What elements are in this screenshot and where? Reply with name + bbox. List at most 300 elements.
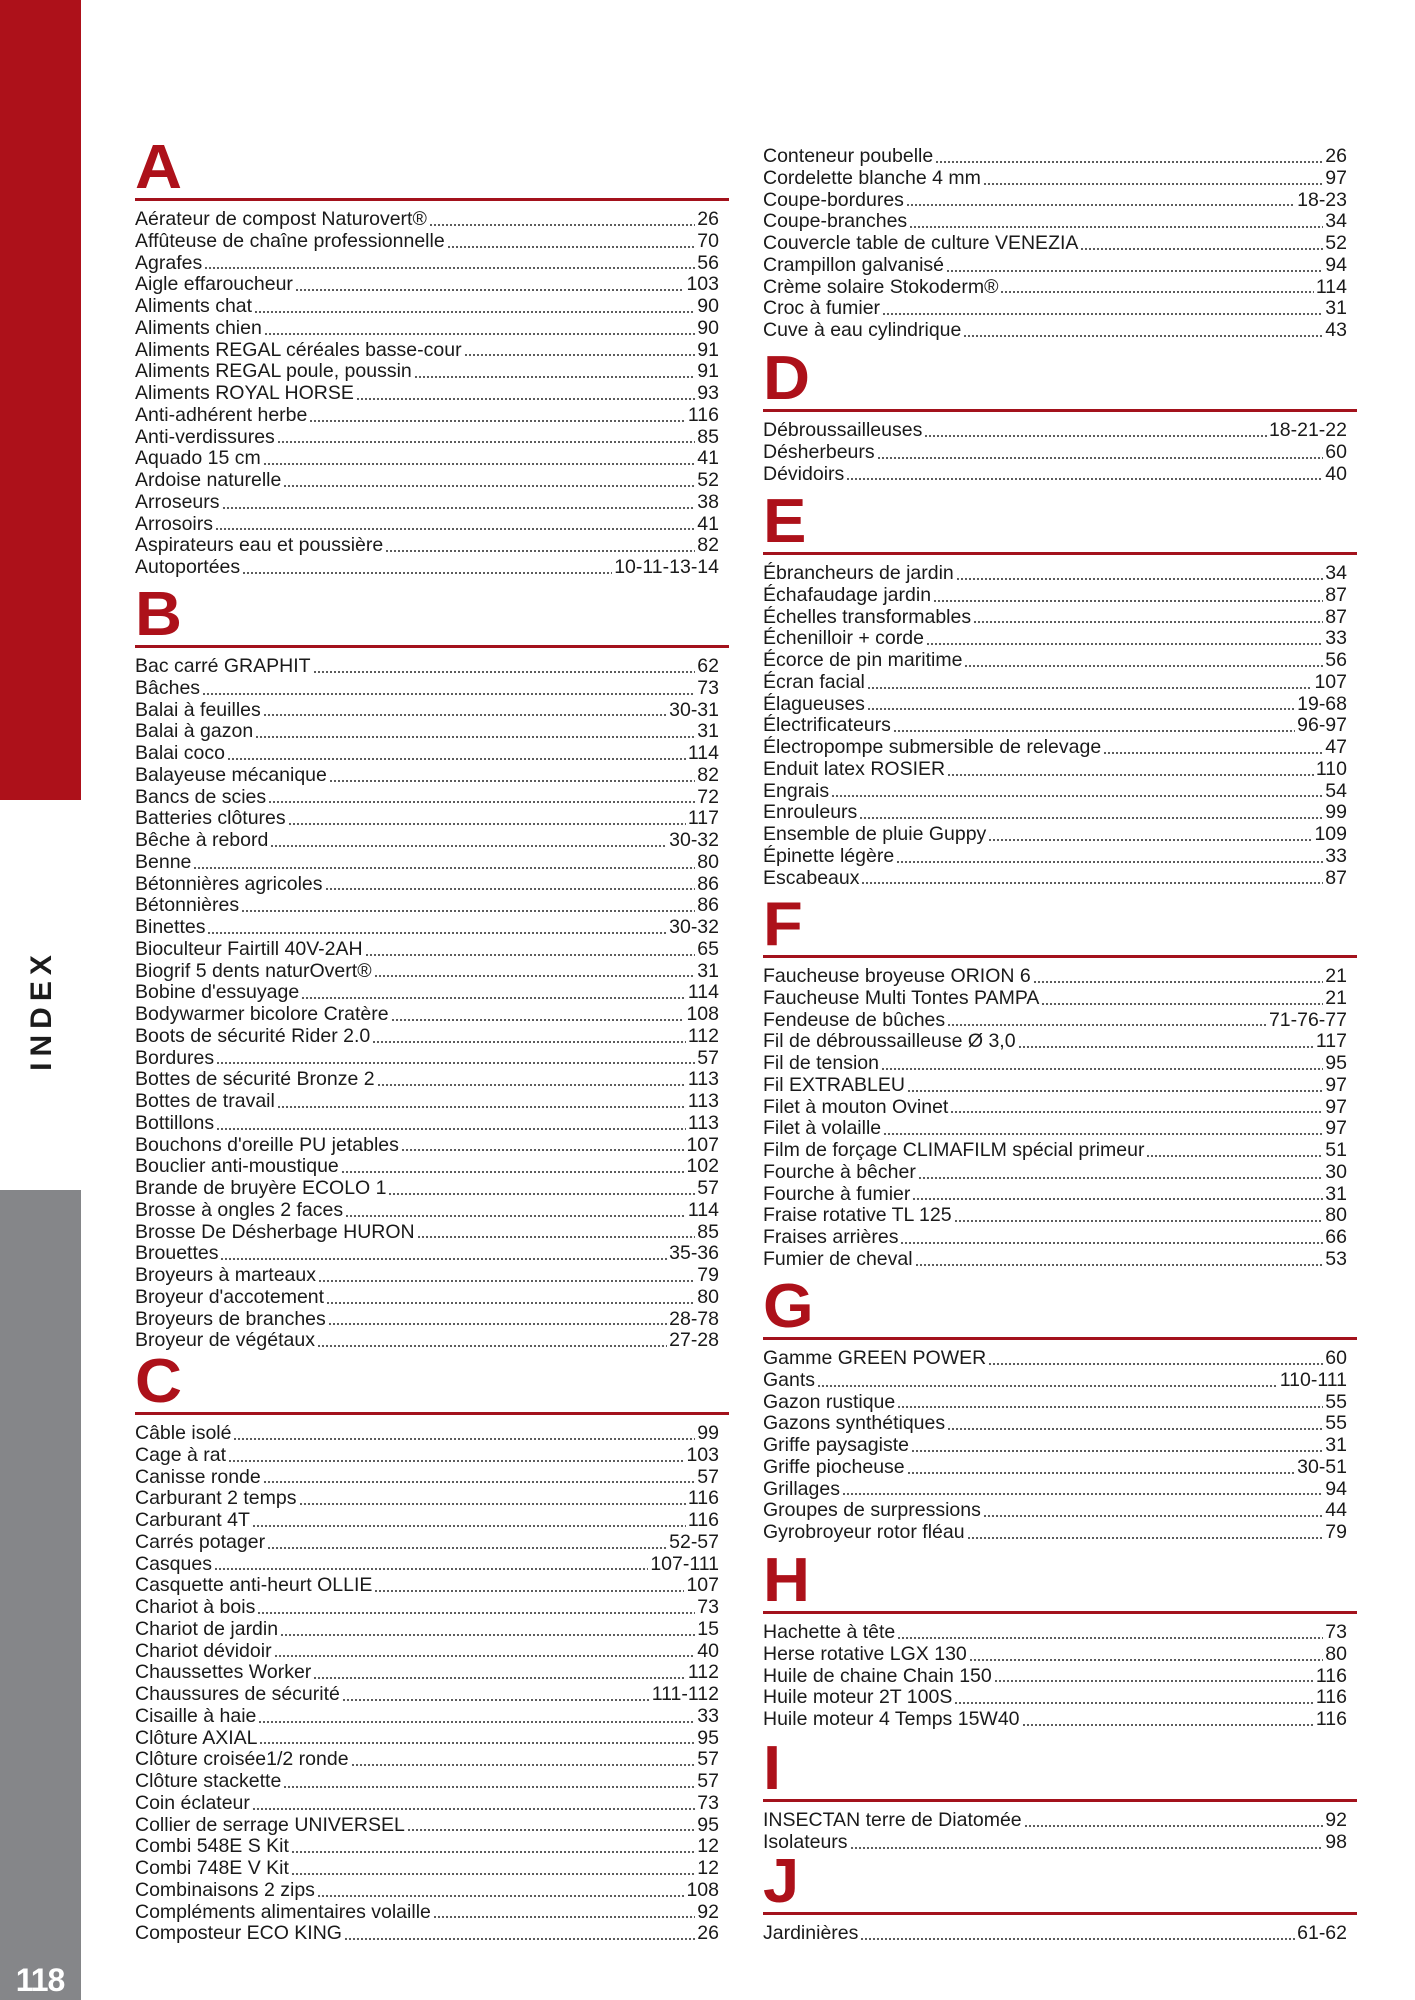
dot-leader <box>241 909 695 913</box>
entry-page: 103 <box>686 1443 719 1466</box>
entry-name: Fourche à bêcher <box>763 1160 916 1183</box>
dot-leader <box>283 484 695 488</box>
dot-leader <box>207 931 667 935</box>
entry-page: 87 <box>1325 605 1347 628</box>
index-entry <box>763 464 1347 486</box>
gray-side-band <box>0 1190 81 2000</box>
entry-name: Combi 748E V Kit <box>135 1857 289 1879</box>
entry-name: Câble isolé <box>135 1422 232 1444</box>
entry-page: 117 <box>687 807 719 830</box>
section-heading <box>763 487 1357 556</box>
entry-page: 96-97 <box>1297 714 1347 737</box>
entry-page: 82 <box>697 534 719 557</box>
section-heading <box>763 1546 1357 1615</box>
entry-page: 90 <box>697 295 719 317</box>
index-entry <box>763 211 1347 233</box>
index-entry <box>763 1413 1347 1435</box>
entry-name: Balai coco <box>135 742 225 764</box>
dot-leader <box>1041 1002 1323 1006</box>
dot-leader <box>973 620 1323 624</box>
entry-name: Aliments REGAL céréales basse-cour <box>135 338 462 361</box>
entry-name: Anti-verdissures <box>135 425 275 448</box>
index-entry <box>135 678 719 700</box>
section-letter: H <box>763 1546 811 1615</box>
entry-name: Gazon rustique <box>763 1390 896 1413</box>
dot-leader <box>867 686 1313 690</box>
index-entry <box>135 535 719 557</box>
index-entry <box>135 361 719 383</box>
dot-leader <box>264 332 695 336</box>
index-entry <box>135 1243 719 1265</box>
entry-name: Compléments alimentaires volaille <box>135 1900 431 1923</box>
entry-page: 33 <box>1325 627 1347 650</box>
index-entry <box>763 1227 1347 1249</box>
dot-leader <box>983 1514 1323 1518</box>
entry-page: 52 <box>697 469 719 491</box>
dot-leader <box>1080 247 1323 251</box>
index-section-b <box>135 580 729 1352</box>
entry-name: Fraises arrières <box>763 1226 899 1248</box>
section-letter: A <box>135 133 183 202</box>
entry-name: Arroseurs <box>135 490 220 513</box>
entry-page: 91 <box>697 360 719 383</box>
index-entry <box>763 846 1347 868</box>
dot-leader <box>325 887 696 891</box>
index-entry <box>135 1858 719 1880</box>
entry-page: 70 <box>697 229 719 252</box>
index-entry <box>763 868 1347 890</box>
index-entry <box>135 765 719 787</box>
index-entry <box>763 1140 1347 1162</box>
entry-page: 30-32 <box>669 829 719 851</box>
dot-leader <box>429 223 695 227</box>
dot-leader <box>911 1449 1323 1453</box>
entry-name: Grillages <box>763 1477 840 1500</box>
entry-name: Crampillon galvanisé <box>763 253 945 276</box>
entry-name: Isolateurs <box>763 1830 848 1853</box>
entry-name: Chariot à bois <box>135 1596 256 1618</box>
dot-leader <box>1146 1154 1323 1158</box>
dot-leader <box>414 375 696 379</box>
entry-page: 94 <box>1325 1477 1347 1500</box>
entry-page: 27-28 <box>669 1329 719 1352</box>
index-entry <box>763 1118 1347 1140</box>
dot-leader <box>291 1850 695 1854</box>
entry-name: Fil de débroussailleuse Ø 3,0 <box>763 1030 1016 1053</box>
section-heading <box>763 344 1357 413</box>
entry-name: Biogrif 5 dents naturOvert® <box>135 959 372 982</box>
entry-name: Échenilloir + corde <box>763 627 924 650</box>
entry-page: 66 <box>1325 1226 1347 1248</box>
entry-page: 116 <box>687 403 719 426</box>
dot-leader <box>947 773 1314 777</box>
index-entry <box>135 1662 719 1684</box>
dot-leader <box>252 1524 686 1528</box>
dot-leader <box>947 1427 1323 1431</box>
entry-page: 30-51 <box>1297 1455 1347 1478</box>
red-side-band <box>0 0 81 800</box>
entry-name: Fendeuse de bûches <box>763 1008 946 1031</box>
entry-name: Filet à mouton Ovinet <box>763 1095 949 1118</box>
index-entry <box>135 231 719 253</box>
index-entry <box>135 557 719 579</box>
index-entry <box>135 1309 719 1331</box>
entry-page: 18-21-22 <box>1268 419 1347 441</box>
index-entry <box>135 427 719 449</box>
entry-page: 26 <box>697 208 719 230</box>
entry-page: 33 <box>697 1704 719 1727</box>
entry-page: 85 <box>697 1220 719 1243</box>
entry-page: 114 <box>1315 275 1347 298</box>
entry-name: Collier de serrage UNIVERSEL <box>135 1813 405 1836</box>
index-entry <box>763 1500 1347 1522</box>
entry-name: Clôture croisée1/2 ronde <box>135 1748 349 1771</box>
dot-leader <box>1000 290 1313 294</box>
entry-page: 87 <box>1325 866 1347 889</box>
entry-name: Binettes <box>135 916 206 938</box>
entry-page: 82 <box>697 763 719 786</box>
index-entry <box>135 1728 719 1750</box>
entry-name: Bordures <box>135 1046 215 1069</box>
dot-leader <box>342 1698 650 1702</box>
index-entry <box>763 628 1347 650</box>
dot-leader <box>258 1720 695 1724</box>
entry-page: 113 <box>687 1068 719 1091</box>
entry-name: Clôture AXIAL <box>135 1726 258 1749</box>
entry-name: Bac carré GRAPHIT <box>135 655 311 677</box>
dot-leader <box>988 838 1312 842</box>
dot-leader <box>407 1828 695 1832</box>
entry-page: 18-23 <box>1297 188 1347 211</box>
index-entry <box>135 1510 719 1532</box>
entry-name: Jardinières <box>763 1922 859 1944</box>
section-heading <box>135 580 729 649</box>
entry-name: Fil EXTRABLEU <box>763 1073 905 1096</box>
entry-page: 57 <box>697 1177 719 1199</box>
entry-name: Cisaille à haie <box>135 1704 257 1727</box>
dot-leader <box>216 1061 695 1065</box>
entry-name: Film de forçage CLIMAFILM spécial primeur <box>763 1139 1145 1161</box>
entry-page: 53 <box>1325 1247 1347 1270</box>
entry-page: 107-111 <box>650 1552 719 1575</box>
entry-page: 116 <box>1315 1708 1347 1730</box>
dot-leader <box>860 1937 1295 1941</box>
index-entry <box>763 1053 1347 1075</box>
index-entry <box>135 1423 719 1445</box>
dot-leader <box>391 1018 685 1022</box>
index-entry <box>763 1457 1347 1479</box>
entry-name: Aliments ROYAL HORSE <box>135 382 354 404</box>
dot-leader <box>193 866 695 870</box>
entry-page: 55 <box>1325 1390 1347 1413</box>
page-number: 118 <box>15 1962 65 1998</box>
entry-name: Crème solaire Stokoderm® <box>763 275 999 298</box>
dot-leader <box>1022 1723 1314 1727</box>
entry-name: Cordelette blanche 4 mm <box>763 166 981 189</box>
entry-name: Aliments REGAL poule, poussin <box>135 360 412 383</box>
dot-leader <box>900 1241 1323 1245</box>
index-entry <box>763 1162 1347 1184</box>
dot-leader <box>918 1176 1323 1180</box>
entry-page: 108 <box>686 1003 719 1025</box>
dot-leader <box>216 1127 686 1131</box>
index-entry <box>763 420 1347 442</box>
index-entry <box>135 917 719 939</box>
index-entry <box>763 146 1347 168</box>
index-entry <box>135 253 719 275</box>
entry-name: Bottes de sécurité Bronze 2 <box>135 1068 375 1091</box>
entry-page: 95 <box>697 1813 719 1836</box>
dot-leader <box>867 707 1295 711</box>
entry-page: 86 <box>697 894 719 917</box>
dot-leader <box>893 729 1295 733</box>
dot-leader <box>365 953 696 957</box>
entry-page: 116 <box>687 1487 719 1510</box>
dot-leader <box>214 1567 648 1571</box>
entry-name: Bétonnières agricoles <box>135 872 323 895</box>
index-entry <box>135 1048 719 1070</box>
dot-leader <box>933 599 1323 603</box>
index-entry <box>763 824 1347 846</box>
index-entry <box>135 1554 719 1576</box>
dot-leader <box>277 440 696 444</box>
section-letter: E <box>763 487 807 556</box>
dot-leader <box>291 1872 695 1876</box>
index-entry <box>135 1749 719 1771</box>
dot-leader <box>270 844 667 848</box>
entry-page: 26 <box>1325 145 1347 167</box>
entry-name: Écorce de pin maritime <box>763 649 963 671</box>
entry-page: 73 <box>697 1791 719 1814</box>
entry-page: 30-32 <box>669 916 719 938</box>
dot-leader <box>242 571 612 575</box>
entry-page: 109 <box>1314 823 1347 845</box>
section-letter: B <box>135 580 183 649</box>
dot-leader <box>896 860 1323 864</box>
entry-page: 99 <box>697 1422 719 1444</box>
index-entry <box>763 1810 1347 1832</box>
index-entry <box>763 715 1347 737</box>
index-entry <box>763 1249 1347 1271</box>
index-entry <box>135 383 719 405</box>
entry-page: 12 <box>697 1857 719 1879</box>
dot-leader <box>263 1480 696 1484</box>
entry-page: 41 <box>697 512 719 535</box>
index-section-a <box>135 133 729 579</box>
dot-leader <box>215 527 695 531</box>
entry-name: Brande de bruyère ECOLO 1 <box>135 1177 387 1199</box>
index-entry <box>135 1836 719 1858</box>
entry-page: 60 <box>1325 440 1347 463</box>
index-entry <box>763 1348 1347 1370</box>
dot-leader <box>299 1502 686 1506</box>
dot-leader <box>263 462 696 466</box>
dot-leader <box>317 1344 667 1348</box>
index-entry <box>763 1644 1347 1666</box>
entry-page: 80 <box>697 1285 719 1308</box>
entry-page: 112 <box>687 1661 719 1684</box>
index-entry <box>135 209 719 231</box>
entry-name: Groupes de surpressions <box>763 1499 981 1522</box>
dot-leader <box>329 779 695 783</box>
entry-name: Carburant 2 temps <box>135 1487 297 1510</box>
entry-name: Composteur ECO KING <box>135 1922 342 1945</box>
dot-leader <box>954 1701 1314 1705</box>
entry-name: Fourche à fumier <box>763 1182 911 1205</box>
dot-leader <box>907 1471 1295 1475</box>
dot-leader <box>204 266 695 270</box>
entry-name: Fraise rotative TL 125 <box>763 1204 952 1227</box>
entry-page: 41 <box>697 447 719 470</box>
dot-leader <box>328 1322 667 1326</box>
entry-name: Fil de tension <box>763 1052 879 1074</box>
index-entry <box>135 1069 719 1091</box>
entry-name: Croc à fumier <box>763 297 881 320</box>
entry-name: Balayeuse mécanique <box>135 763 327 786</box>
index-entry <box>763 1097 1347 1119</box>
index-entry <box>763 1435 1347 1457</box>
index-entry <box>763 1522 1347 1544</box>
index-entry <box>135 1330 719 1352</box>
index-entry <box>763 1184 1347 1206</box>
dot-leader <box>388 1192 695 1196</box>
entry-page: 80 <box>697 850 719 873</box>
entry-page: 85 <box>697 425 719 448</box>
entry-page: 60 <box>1325 1347 1347 1369</box>
entry-page: 31 <box>697 959 719 982</box>
entry-page: 107 <box>1314 670 1347 693</box>
section-letter: F <box>763 890 803 959</box>
entry-page: 31 <box>1325 297 1347 320</box>
index-entry <box>135 1135 719 1157</box>
entry-name: Bottillons <box>135 1111 215 1134</box>
dot-leader <box>228 1459 684 1463</box>
dot-leader <box>1018 1045 1314 1049</box>
entry-name: Balai à feuilles <box>135 698 261 721</box>
entry-name: Autoportées <box>135 556 241 578</box>
section-heading <box>763 890 1357 959</box>
dot-leader <box>222 506 696 510</box>
entry-page: 57 <box>697 1748 719 1771</box>
entry-page: 38 <box>697 490 719 513</box>
entry-page: 114 <box>687 742 719 764</box>
dot-leader <box>881 1067 1323 1071</box>
dot-leader <box>433 1915 695 1919</box>
dot-leader <box>954 1219 1324 1223</box>
entry-page: 10-11-13-14 <box>614 556 719 578</box>
dot-leader <box>259 1741 695 1745</box>
entry-page: 116 <box>687 1509 719 1531</box>
dot-leader <box>909 225 1323 229</box>
dot-leader <box>254 310 695 314</box>
index-entry <box>135 982 719 1004</box>
entry-name: Canisse ronde <box>135 1465 261 1488</box>
entry-name: Élagueuses <box>763 692 865 715</box>
index-entry <box>135 939 719 961</box>
dot-leader <box>257 1611 695 1615</box>
index-entry <box>763 672 1347 694</box>
entry-name: Chariot dévidoir <box>135 1639 272 1662</box>
index-entry <box>135 296 719 318</box>
dot-leader <box>950 1110 1323 1114</box>
dot-leader <box>956 577 1324 581</box>
dot-leader <box>341 1170 685 1174</box>
index-entry <box>763 1205 1347 1227</box>
dot-leader <box>831 794 1323 798</box>
entry-name: Cage à rat <box>135 1443 227 1466</box>
entry-name: Aigle effaroucheur <box>135 273 293 296</box>
index-entry <box>135 1619 719 1641</box>
entry-name: Aquado 15 cm <box>135 447 261 470</box>
entry-page: 73 <box>697 676 719 699</box>
entry-page: 56 <box>1325 649 1347 671</box>
entry-page: 61-62 <box>1297 1922 1347 1944</box>
entry-name: Épinette légère <box>763 844 895 867</box>
entry-name: Bobine d'essuyage <box>135 981 300 1004</box>
entry-name: Carrés potager <box>135 1530 266 1553</box>
entry-name: Engrais <box>763 779 830 802</box>
entry-page: 33 <box>1325 844 1347 867</box>
index-entry <box>763 1622 1347 1644</box>
index-entry <box>135 1488 719 1510</box>
entry-page: 98 <box>1325 1830 1347 1853</box>
entry-page: 97 <box>1325 1117 1347 1140</box>
entry-name: Échelles transformables <box>763 605 972 628</box>
entry-name: Casques <box>135 1552 212 1575</box>
dot-leader <box>906 203 1295 207</box>
entry-page: 21 <box>1325 965 1347 987</box>
entry-page: 31 <box>1325 1434 1347 1456</box>
entry-name: Griffe piocheuse <box>763 1455 905 1478</box>
entry-page: 93 <box>697 382 719 404</box>
entry-page: 113 <box>687 1090 719 1112</box>
entry-name: Arrosoirs <box>135 512 214 535</box>
entry-page: 116 <box>1315 1664 1347 1687</box>
index-section-f <box>763 890 1357 1271</box>
index-entry <box>135 1004 719 1026</box>
index-entry <box>135 1902 719 1924</box>
index-entry <box>135 787 719 809</box>
index-entry <box>763 759 1347 781</box>
entry-page: 73 <box>1325 1621 1347 1643</box>
entry-page: 114 <box>687 981 719 1004</box>
entry-page: 55 <box>1325 1412 1347 1435</box>
index-entry <box>763 585 1347 607</box>
index-entry <box>135 1684 719 1706</box>
index-entry <box>763 1832 1347 1854</box>
dot-leader <box>1024 1824 1324 1828</box>
entry-page: 35-36 <box>669 1242 719 1265</box>
entry-page: 113 <box>687 1111 719 1134</box>
index-entry <box>135 1467 719 1489</box>
entry-page: 19-68 <box>1297 692 1347 715</box>
dot-leader <box>220 1257 667 1261</box>
index-section-c <box>135 1347 729 1945</box>
entry-name: Bétonnières <box>135 894 240 917</box>
entry-name: Cuve à eau cylindrique <box>763 319 962 341</box>
entry-page: 34 <box>1325 562 1347 584</box>
entry-name: Broyeurs de branches <box>135 1307 326 1330</box>
entry-page: 114 <box>687 1198 719 1221</box>
index-entry <box>763 781 1347 803</box>
index-entry <box>763 168 1347 190</box>
index-entry <box>763 1709 1347 1731</box>
index-entry <box>135 1178 719 1200</box>
dot-leader <box>252 1807 695 1811</box>
index-entry <box>135 1706 719 1728</box>
entry-page: 110 <box>1315 757 1347 780</box>
entry-page: 21 <box>1325 986 1347 1009</box>
